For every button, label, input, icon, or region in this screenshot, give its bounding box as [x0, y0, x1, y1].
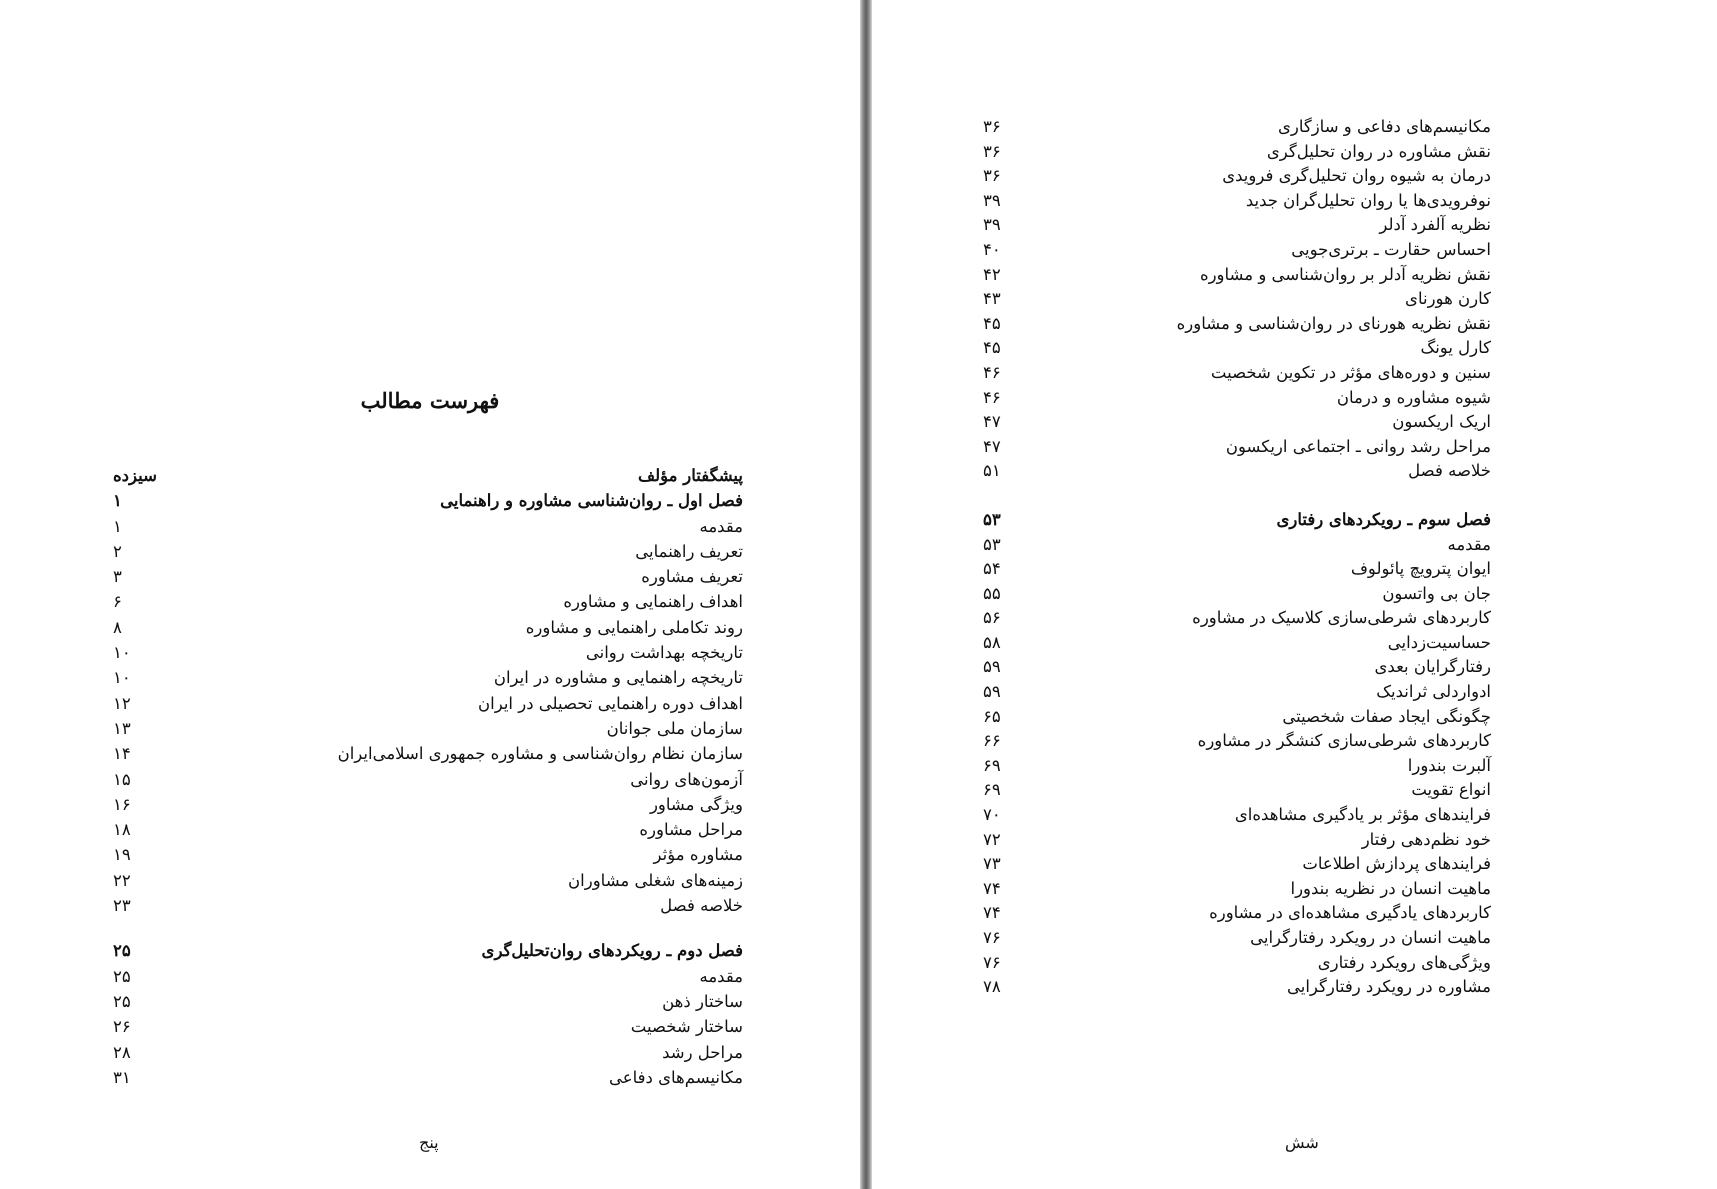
- toc-entry-title: فصل سوم ـ رویکردهای رفتاری: [1276, 509, 1491, 529]
- toc-entry-title: مراحل رشد: [662, 1042, 743, 1062]
- toc-entry-title: کاربردهای شرطی‌سازی کلاسیک در مشاوره: [1192, 608, 1491, 628]
- toc-entry-row: [983, 459, 1491, 484]
- toc-heading-text: فهرست مطالب: [360, 388, 500, 413]
- toc-entry-title: رفتارگرایان بعدی: [1374, 657, 1491, 677]
- toc-entry-title: مقدمه: [1447, 534, 1491, 554]
- toc-entry-page: ۷۰: [983, 805, 1001, 825]
- toc-entry-title: ساختار شخصیت: [630, 1017, 743, 1037]
- toc-entry-page: ۳: [113, 567, 122, 587]
- toc-entry-title: تعریف راهنمایی: [635, 541, 743, 561]
- section-gap: [983, 484, 1491, 508]
- toc-entry-title: تعریف مشاوره: [641, 567, 743, 587]
- toc-entry-row: [983, 803, 1491, 828]
- toc-entry-title: درمان به شیوه روان تحلیل‌گری فرویدی: [1222, 166, 1491, 186]
- toc-entry-row: [983, 606, 1491, 631]
- toc-entry-row: [983, 926, 1491, 951]
- toc-entry-page: ۴۲: [983, 264, 1001, 284]
- toc-entry-row: [983, 680, 1491, 705]
- toc-entry-row: [983, 975, 1491, 1000]
- toc-entry-row: [113, 989, 743, 1014]
- toc-entry-row: [983, 361, 1491, 386]
- toc-entry-title: ماهیت انسان در رویکرد رفتارگرایی: [1250, 928, 1491, 947]
- toc-entry-title: احساس حقارت ـ برتری‌جویی: [1291, 239, 1491, 259]
- toc-entry-row: [113, 1040, 743, 1065]
- toc-entry-page: ۲: [113, 541, 122, 561]
- toc-entry-title: نقش نظریه آدلر بر روان‌شناسی و مشاوره: [1199, 264, 1491, 284]
- toc-entry-title: مکانیسم‌های دفاعی و سازگاری: [1277, 117, 1491, 136]
- toc-entry-row: [983, 312, 1491, 337]
- toc-entry-row: [113, 767, 743, 792]
- toc-entry-page: ۱۴: [113, 744, 131, 764]
- toc-entry-page: ۷۴: [983, 903, 1001, 923]
- toc-entry-title: کارل یونگ: [1420, 338, 1491, 358]
- toc-entry-page: ۳۶: [983, 141, 1001, 161]
- toc-entry-page: ۲۸: [113, 1042, 131, 1062]
- toc-entry-page: ۲۵: [113, 941, 131, 961]
- toc-entry-page: ۱۲: [113, 693, 131, 713]
- toc-section-left-2: [113, 938, 743, 1090]
- toc-entry-title: فرایندهای پردازش اطلاعات: [1302, 854, 1491, 874]
- toc-entry-title: جان بی واتسون: [1382, 583, 1491, 603]
- toc-entry-page: ۴۰: [983, 239, 1001, 259]
- toc-entry-row: [983, 852, 1491, 877]
- toc-entry-row: [113, 716, 743, 741]
- toc-entry-page: ۳۹: [983, 190, 1001, 210]
- toc-entry-page: ۵۵: [983, 583, 1001, 603]
- toc-entry-row: [983, 238, 1491, 263]
- page-number-right: شش: [1285, 1133, 1319, 1152]
- toc-entry-title: تاریخچه بهداشت روانی: [585, 643, 743, 663]
- toc-entry-title: نقش مشاوره در روان تحلیل‌گری: [1266, 141, 1491, 161]
- toc-entry-page: ۱: [113, 516, 122, 536]
- toc-entry-row: [983, 189, 1491, 214]
- toc-list-left: [113, 463, 743, 1090]
- toc-entry-row: [113, 817, 743, 842]
- toc-entry-title: ویژگی‌های رویکرد رفتاری: [1317, 952, 1491, 972]
- toc-entry-row: [113, 589, 743, 614]
- toc-chapter-row: [113, 938, 743, 963]
- toc-entry-row: [113, 893, 743, 918]
- toc-entry-row: [983, 705, 1491, 730]
- toc-entry-row: [113, 615, 743, 640]
- toc-entry-row: [113, 539, 743, 564]
- toc-entry-title: آزمون‌های روانی: [630, 769, 743, 789]
- toc-entry-page: ۳۶: [983, 117, 1001, 136]
- toc-entry-title: چگونگی ایجاد صفات شخصیتی: [1282, 706, 1491, 726]
- toc-entry-page: ۵۶: [983, 608, 1001, 628]
- toc-entry-title: ساختار ذهن: [662, 991, 743, 1011]
- toc-entry-page: ۷۸: [983, 977, 1001, 997]
- toc-entry-page: ۱۵: [113, 769, 131, 789]
- toc-entry-title: مشاوره در رویکرد رفتارگرایی: [1286, 977, 1491, 997]
- toc-entry-row: [113, 868, 743, 893]
- toc-entry-row: [983, 533, 1491, 558]
- toc-entry-page: ۱۸: [113, 820, 131, 840]
- toc-entry-page: ۵۸: [983, 632, 1001, 652]
- toc-entry-row: [983, 877, 1491, 902]
- toc-entry-row: [113, 691, 743, 716]
- toc-entry-title: فصل اول ـ روان‌شناسی مشاوره و راهنمایی: [440, 491, 743, 511]
- toc-entry-page: ۲۲: [113, 870, 131, 890]
- toc-entry-page: ۳۱: [113, 1067, 131, 1087]
- toc-entry-row: [983, 631, 1491, 656]
- toc-entry-row: [983, 435, 1491, 460]
- toc-entry-title: زمینه‌های شغلی مشاوران: [568, 870, 743, 890]
- toc-entry-page: ۲۵: [113, 966, 131, 986]
- toc-entry-row: [983, 386, 1491, 411]
- toc-entry-title: مکانیسم‌های دفاعی: [609, 1067, 743, 1087]
- toc-entry-page: ۴۷: [983, 412, 1001, 432]
- toc-entry-title: فصل دوم ـ رویکردهای روان‌تحلیل‌گری: [481, 941, 743, 961]
- toc-entry-title: روند تکاملی راهنمایی و مشاوره: [525, 617, 743, 637]
- toc-entry-page: ۱۶: [113, 794, 131, 814]
- toc-entry-row: [983, 778, 1491, 803]
- toc-entry-title: سازمان ملی جوانان: [606, 718, 743, 738]
- toc-entry-page: ۱: [113, 491, 122, 511]
- toc-entry-page: ۵۹: [983, 657, 1001, 677]
- toc-entry-page: ۷۴: [983, 878, 1001, 898]
- toc-section-left-1: [113, 463, 743, 918]
- toc-entry-title: سازمان نظام روان‌شناسی و مشاوره جمهوری اسلامی‌ایران: [337, 744, 743, 764]
- toc-entry-row: [983, 582, 1491, 607]
- toc-entry-page: ۸: [113, 617, 122, 637]
- toc-chapter-row: [983, 508, 1491, 533]
- toc-entry-page: ۵۳: [983, 509, 1001, 529]
- toc-entry-title: اریک اریکسون: [1392, 412, 1491, 432]
- toc-entry-title: مشاوره مؤثر: [653, 845, 743, 865]
- toc-entry-title: انواع تقویت: [1411, 780, 1491, 800]
- toc-section-right-1: [983, 115, 1491, 484]
- toc-entry-page: ۴۶: [983, 362, 1001, 382]
- toc-entry-page: ۴۵: [983, 313, 1001, 333]
- toc-entry-title: مقدمه: [699, 516, 743, 536]
- toc-entry-title: تاریخچه راهنمایی و مشاوره در ایران: [493, 668, 743, 688]
- toc-entry-page: ۴۷: [983, 436, 1001, 456]
- toc-entry-row: [113, 640, 743, 665]
- toc-entry-row: [113, 741, 743, 766]
- toc-list-right: [983, 115, 1491, 1000]
- toc-entry-row: [113, 1014, 743, 1039]
- toc-entry-title: حساسیت‌زدایی: [1387, 632, 1491, 652]
- toc-entry-title: اهداف دوره راهنمایی تحصیلی در ایران: [478, 693, 743, 713]
- toc-entry-title: خود نظم‌دهی رفتار: [1361, 829, 1491, 849]
- toc-entry-title: فرایندهای مؤثر بر یادگیری مشاهده‌ای: [1234, 805, 1491, 825]
- toc-entry-page: ۵۹: [983, 682, 1001, 702]
- toc-entry-page: ۲۶: [113, 1017, 131, 1037]
- toc-entry-page: ۴۵: [983, 338, 1001, 358]
- toc-entry-page: ۳۶: [983, 166, 1001, 186]
- toc-entry-row: [113, 792, 743, 817]
- toc-entry-page: ۶۹: [983, 755, 1001, 775]
- toc-entry-row: [983, 263, 1491, 288]
- toc-entry-title: کاربردهای یادگیری مشاهده‌ای در مشاوره: [1209, 903, 1491, 923]
- toc-entry-row: [113, 1065, 743, 1090]
- toc-entry-row: [983, 951, 1491, 976]
- toc-entry-title: مراحل مشاوره: [639, 820, 743, 840]
- toc-entry-row: [983, 729, 1491, 754]
- toc-entry-page: سیزده: [113, 466, 157, 485]
- toc-entry-page: ۵۱: [983, 461, 1001, 481]
- toc-entry-row: [113, 514, 743, 539]
- page-gutter: [860, 0, 872, 1189]
- toc-entry-title: آلبرت بندورا: [1407, 755, 1491, 775]
- toc-entry-title: شیوه مشاوره و درمان: [1336, 387, 1491, 407]
- toc-entry-title: کارن هورنای: [1405, 289, 1491, 309]
- toc-entry-row: [983, 213, 1491, 238]
- toc-entry-page: ۷۶: [983, 928, 1001, 947]
- toc-entry-row: [983, 557, 1491, 582]
- toc-entry-page: ۶۵: [983, 706, 1001, 726]
- toc-entry-page: ۶: [113, 592, 122, 612]
- toc-entry-row: [113, 842, 743, 867]
- toc-entry-page: ۲۳: [113, 896, 131, 916]
- toc-entry-title: ادواردلی ثراندیک: [1376, 682, 1491, 702]
- toc-entry-page: ۱۰: [113, 668, 131, 688]
- page-number-left: پنج: [419, 1133, 439, 1152]
- toc-entry-row: [983, 115, 1491, 140]
- toc-entry-page: ۱۹: [113, 845, 131, 865]
- toc-entry-row: [983, 410, 1491, 435]
- toc-entry-row: [983, 901, 1491, 926]
- toc-entry-title: ایوان پترویچ پائولوف: [1350, 559, 1491, 579]
- toc-entry-title: ویژگی مشاور: [649, 794, 743, 814]
- toc-entry-title: سنین و دوره‌های مؤثر در تکوین شخصیت: [1210, 362, 1491, 382]
- toc-entry-row: [983, 140, 1491, 165]
- toc-entry-page: ۵۴: [983, 559, 1001, 579]
- toc-entry-title: نقش نظریه هورنای در روان‌شناسی و مشاوره: [1176, 313, 1491, 333]
- toc-entry-row: [983, 754, 1491, 779]
- toc-entry-title: مقدمه: [699, 966, 743, 986]
- toc-entry-row: [983, 164, 1491, 189]
- toc-entry-row: [983, 655, 1491, 680]
- toc-heading: [0, 388, 860, 413]
- right-page: [872, 0, 1717, 1189]
- toc-entry-page: ۴۶: [983, 387, 1001, 407]
- toc-entry-page: ۴۳: [983, 289, 1001, 309]
- toc-entry-title: نظریه آلفرد آدلر: [1379, 215, 1491, 235]
- toc-entry-page: ۷۶: [983, 952, 1001, 972]
- toc-entry-title: ماهیت انسان در نظریه بندورا: [1290, 878, 1491, 898]
- toc-entry-title: خلاصه فصل: [660, 896, 743, 916]
- toc-entry-title: خلاصه فصل: [1408, 461, 1491, 481]
- toc-entry-page: ۳۹: [983, 215, 1001, 235]
- toc-entry-row: [113, 665, 743, 690]
- toc-entry-page: ۷۲: [983, 829, 1001, 849]
- toc-entry-page: ۱۰: [113, 643, 131, 663]
- toc-entry-row: [983, 287, 1491, 312]
- toc-entry-title: پیشگفتار مؤلف: [638, 466, 743, 485]
- toc-chapter-row: [113, 488, 743, 513]
- toc-entry-row: [113, 564, 743, 589]
- toc-entry-page: ۵۳: [983, 534, 1001, 554]
- toc-entry-page: ۷۳: [983, 854, 1001, 874]
- toc-entry-page: ۲۵: [113, 991, 131, 1011]
- toc-entry-title: نوفرویدی‌ها یا روان تحلیل‌گران جدید: [1245, 190, 1491, 210]
- toc-entry-page: ۶۶: [983, 731, 1001, 751]
- toc-entry-row: [983, 336, 1491, 361]
- toc-entry-page: ۶۹: [983, 780, 1001, 800]
- toc-entry-title: اهداف راهنمایی و مشاوره: [563, 592, 743, 612]
- section-gap: [113, 918, 743, 938]
- toc-entry-page: ۱۳: [113, 718, 131, 738]
- toc-chapter-row: [113, 463, 743, 488]
- toc-entry-row: [113, 964, 743, 989]
- toc-entry-row: [983, 828, 1491, 853]
- toc-entry-title: مراحل رشد روانی ـ اجتماعی اریکسون: [1225, 436, 1491, 456]
- toc-entry-title: کاربردهای شرطی‌سازی کنشگر در مشاوره: [1197, 731, 1491, 751]
- toc-section-right-2: [983, 508, 1491, 1000]
